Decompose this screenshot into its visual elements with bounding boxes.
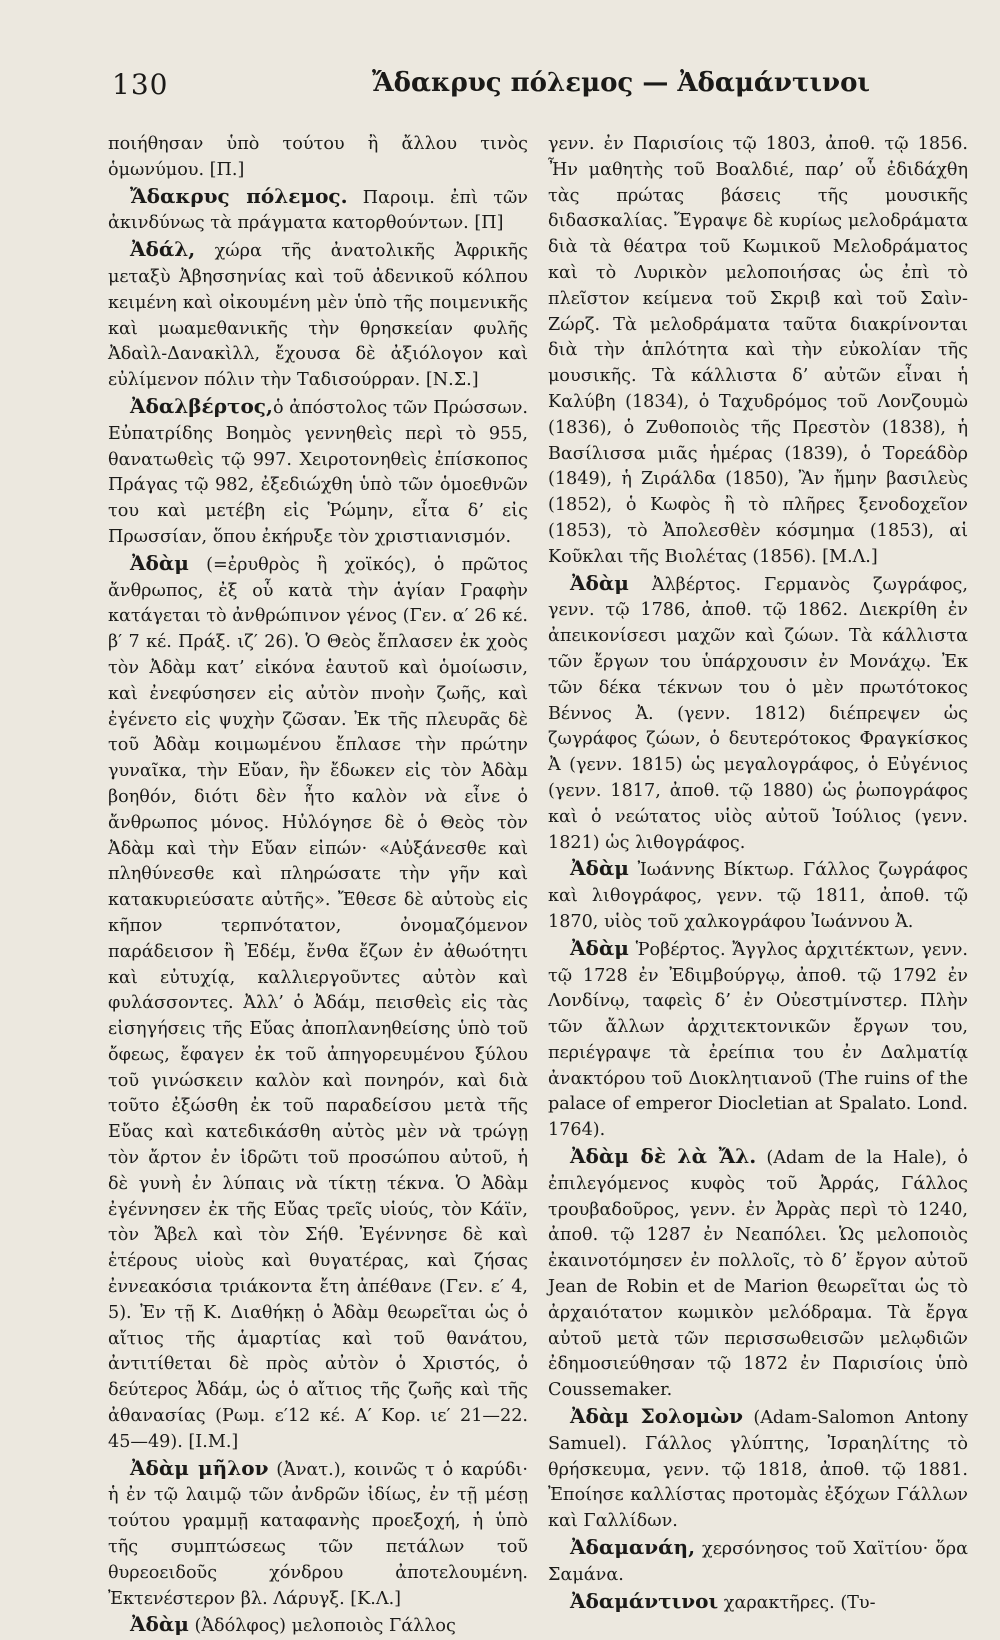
entry-text: χερσόνησος τοῦ Χαϊτίου· ὅρα Σαμάνα. xyxy=(548,1539,968,1585)
entry xyxy=(548,1404,968,1535)
entry xyxy=(108,394,528,551)
entry-text: χαρακτῆρες. (Τυ- xyxy=(718,1592,876,1613)
entry-headword: Ἀδὰμ xyxy=(130,550,189,575)
entry-headword: Ἀδὰμ Σολομὼν xyxy=(570,1404,744,1429)
running-title: Ἄδακρυς πόλεμος — Ἀδαμάντινοι xyxy=(371,68,871,98)
entry xyxy=(548,1589,968,1617)
entry-text: Παροιμ. ἐπὶ τῶν ἀκινδύνως τὰ πράγματα κατορθούντων. [Π] xyxy=(108,187,528,234)
entry-headword: Ἄδακρυς πόλεμος. xyxy=(130,183,348,208)
entry-headword: Ἀδάλ, xyxy=(130,237,196,262)
right-column xyxy=(548,130,968,1616)
entry xyxy=(548,130,968,571)
entry-headword: Ἀδαμανάη, xyxy=(570,1535,696,1560)
entry-headword: Ἀδὰμ xyxy=(130,1612,189,1637)
entry xyxy=(108,1612,528,1640)
entry-text: γενν. ἐν Παρισίοις τῷ 1803, ἀποθ. τῷ 1856. Ἦν μαθητὴς τοῦ Βοαλδιέ, παρ’ οὗ ἐδιδάχθη τὰς πρώτας βάσεις τῆς μουσικῆς διδασκαλίας. Ἔγραψε δὲ κυρίως μελοδράματα διὰ τὰ θέατρα τοῦ Κωμικοῦ Μελοδράματος καὶ τὸ Λυρικὸν μελοποιήσας ὡς ἐπὶ τὸ πλεῖστον κείμενα τοῦ Σκριβ καὶ τοῦ Σαὶν-Ζώρζ. Τὰ μελοδράματα ταῦτα διακρίνονται διὰ τὴν ἁπλότητα καὶ τὴν εὐκολίαν τῆς μουσικῆς. Τὰ κάλλιστα δ’ αὐτῶν εἶναι ἡ Καλύβη (1834), ὁ Ταχυδρόμος τοῦ Λονζουμὼ (1836), ὁ Ζυθοποιὸς τῆς Πρεστὸν (1838), ἡ Βασίλισσα μιᾶς ἡμέρας (1839), ὁ Τορεάδὸρ (1849), ἡ Ζιράλδα (1850), Ἂν ἤμην βασιλεὺς (1852), ὁ Κωφὸς ἢ τὸ πλῆρες ξενοδοχεῖον (1853), τὸ Ἀπολεσθὲν κόσμημα (1853), αἱ Κοῦκλαι τῆς Βιολέτας (1856). [Μ.Λ.] xyxy=(548,134,968,567)
entry-headword: Ἀδὰμ δὲ λὰ Ἄλ. xyxy=(570,1144,757,1169)
entry-text: Ἀλβέρτος. Γερμανὸς ζωγράφος, γενν. τῷ 1786, ἀποθ. τῷ 1862. Διεκρίθη ἐν ἀπεικονίσεσι μαχῶν καὶ ζώων. Τὰ κάλλιστα τῶν ἔργων του ὑπάρχουσιν ἐν Μονάχῳ. Ἐκ τῶν δέκα τέκνων του ὁ μὲν πρωτότοκος Βέννος Ἀ. (γενν. 1812) διέπρεψεν ὡς ζωγράφος ζώων, ὁ δευτερότοκος Φραγκίσκος Ἀ (γενν. 1815) ὡς μεγαλογράφος, ὁ Εὐγένιος (γενν. 1817, ἀποθ. τῷ 1880) ὡς ῥωπογράφος καὶ ὁ νεώτατος υἱὸς αὐτοῦ Ἰούλιος (γενν. 1821) ὡς λιθογράφος. xyxy=(548,574,968,853)
entry-text: (Adam-Salomon Antony Samuel). Γάλλος γλύπτης, Ἰσραηλίτης τὸ θρήσκευμα, γενν. τῷ 1818, ἀποθ. τῷ 1881. Ἐποίησε καλλίστας προτομὰς ἐξόχων Γάλλων καὶ Γαλλίδων. xyxy=(548,1408,968,1532)
entry-headword: Ἀδαμάντινοι xyxy=(570,1588,719,1613)
entry xyxy=(548,1144,968,1404)
entry xyxy=(548,571,968,857)
entry xyxy=(108,551,528,1456)
entry xyxy=(108,1456,528,1613)
entry xyxy=(108,130,528,184)
entry-text: Ῥοβέρτος. Ἄγγλος ἀρχιτέκτων, γενν. τῷ 1728 ἐν Ἐδιμβούργῳ, ἀποθ. τῷ 1792 ἐν Λονδίνῳ, ταφεὶς δ’ ἐν Οὐεστμίνστερ. Πλὴν τῶν ἄλλων ἀρχιτεκτονικῶν ἔργων του, περιέγραψε τὰ ἐρείπια του ἐν Δαλματίᾳ ἀνακτόρου τοῦ Διοκλητιανοῦ (The ruins of the palace of emperor Diocletian at Spalato. Lond. 1764). xyxy=(548,939,968,1141)
entry-text: χώρα τῆς ἀνατολικῆς Ἀφρικῆς μεταξὺ Ἀβησσηνίας καὶ τοῦ ἀδενικοῦ κόλπου κειμένη καὶ οἰκουμένη μὲν ὑπὸ τῆς ποιμενικῆς καὶ μωαμεθανικῆς τὴν θρησκείαν φυλῆς Ἀδαὶλ-Δανακὶλλ, ἔχουσα δὲ ἀξιόλογον καὶ εὐλίμενον πόλιν τὴν Ταδισούρραν. [Ν.Σ.] xyxy=(108,241,528,391)
entry-headword: Ἀδὰμ xyxy=(570,935,629,960)
entry-text: (Ἀδόλφος) μελοποιὸς Γάλλος xyxy=(188,1616,456,1637)
entry xyxy=(548,936,968,1144)
entry-headword: Ἀδὰμ xyxy=(570,856,629,881)
entry-text: (=ἐρυθρὸς ἢ χοϊκός), ὁ πρῶτος ἄνθρωπος, ἐξ οὗ κατὰ τὴν ἁγίαν Γραφὴν κατάγεται τὸ ἀνθρώπινον γένος (Γεν. α′ 26 κέ. β′ 7 κέ. Πράξ. ιζ′ 26). Ὁ Θεὸς ἔπλασεν ἐκ χοὸς τὸν Ἀδὰμ κατ’ εἰκόνα ἑαυτοῦ καὶ ὁμοίωσιν, καὶ ἐνεφύσησεν εἰς αὐτὸν πνοὴν ζωῆς, καὶ ἐγένετο εἰς ψυχὴν ζῶσαν. Ἐκ τῆς πλευρᾶς δὲ τοῦ Ἀδὰμ κοιμωμένου ἔπλασε τὴν πρώτην γυναῖκα, τὴν Εὔαν, ἣν ἔδωκεν εἰς τὸν Ἀδὰμ βοηθόν, διότι δὲν ἦτο καλὸν νὰ εἶνε ὁ ἄνθρωπος μόνος. Ηὐλόγησε δὲ ὁ Θεὸς τὸν Ἀδὰμ καὶ τὴν Εὔαν εἰπών· «Αὐξάνεσθε καὶ πληθύνεσθε καὶ πληρώσατε τὴν γῆν καὶ κατακυριεύσατε αὐτῆς». Ἔθεσε δὲ αὐτοὺς εἰς κῆπον τερπνότατον, ὀνομαζόμενον παράδεισον ἢ Ἐδέμ, ἔνθα ἔζων ἐν ἀθωότητι καὶ εὐτυχίᾳ, καλλιεργοῦντες αὐτὸν καὶ φυλάσσοντες. Ἀλλ’ ὁ Ἀδάμ, πεισθεὶς εἰς τὰς εἰσηγήσεις τῆς Εὔας ἀποπλανηθείσης ὑπὸ τοῦ ὄφεως, ἔφαγεν ἐκ τοῦ ἀπηγορευμένου ξύλου τοῦ γινώσκειν καλὸν καὶ πονηρόν, καὶ διὰ τοῦτο ἐξώσθη ἐκ τοῦ παραδείσου μετὰ τῆς Εὔας καὶ κατεδικάσθη αὐτὸς μὲν νὰ τρώγῃ τὸν ἄρτον ἐν ἱδρῶτι τοῦ προσώπου αὐτοῦ, ἡ δὲ γυνὴ ἐν λύπαις νὰ τίκτῃ τέκνα. Ὁ Ἀδὰμ ἐγέννησεν ἐκ τῆς Εὔας τρεῖς υἱούς, τὸν Κάϊν, τὸν Ἄβελ καὶ τὸν Σήθ. Ἐγέννησε δὲ καὶ ἑτέρους υἱοὺς καὶ θυγατέρας, καὶ ζήσας ἐννεακόσια τριάκοντα ἔτη ἀπέθανε (Γεν. ε′ 4, 5). Ἐν τῇ Κ. Διαθήκῃ ὁ Ἀδὰμ θεωρεῖται ὡς ὁ αἴτιος τῆς ἁμαρτίας καὶ τοῦ θανάτου, ἀντιτίθεται δὲ πρὸς αὐτὸν ὁ Χριστός, ὁ δεύτερος Ἀδάμ, ὡς ὁ αἴτιος τῆς ζωῆς καὶ τῆς ἀθανασίας (Ρωμ. ε′12 κέ. Α′ Κορ. ιε′ 21—22. 45—49). [Ι.Μ.] xyxy=(108,554,528,1452)
entry-headword: Ἀδαλβέρτος, xyxy=(130,393,273,418)
page-header xyxy=(112,68,950,112)
page-number: 130 xyxy=(112,68,169,101)
entry xyxy=(548,856,968,935)
left-column xyxy=(108,130,528,1640)
entry-headword: Ἀδὰμ μῆλον xyxy=(130,1455,269,1480)
entry xyxy=(108,237,528,394)
entry-text: ὁ ἀπόστολος τῶν Πρώσσων. Εὐπατρίδης Βοημὸς γεννηθεὶς περὶ τὸ 955, θανατωθεὶς τῷ 997. Χειροτονηθεὶς ἐπίσκοπος Πράγας τῷ 982, ἐξεδιώχθη ὑπὸ τῶν ὁμοεθνῶν του καὶ μετέβη εἰς Ῥώμην, εἶτα δ’ εἰς Πρωσσίαν, ὅπου ἐκήρυξε τὸν χριστιανισμόν. xyxy=(108,397,528,547)
entry-text: (Adam de la Hale), ὁ ἐπιλεγόμενος κυφὸς τοῦ Ἀρράς, Γάλλος τρουβαδοῦρος, γενν. ἐν Ἀρρὰς περὶ τὸ 1240, ἀποθ. τῷ 1287 ἐν Νεαπόλει. Ὡς μελοποιὸς ἐκαινοτόμησεν ἐν πολλοῖς, τὸ δ’ ἔργον αὐτοῦ Jean de Robin et de Marion θεωρεῖται ὡς τὸ ἀρχαιότατον κωμικὸν μελόδραμα. Τὰ ἔργα αὐτοῦ μετὰ τῶν περισσωθεισῶν μελῳδιῶν ἐδημοσιεύθησαν τῷ 1872 ἐν Παρισίοις ὑπὸ Coussemaker. xyxy=(548,1148,968,1401)
entry-text: ποιήθησαν ὑπὸ τούτου ἢ ἄλλου τινὸς ὁμωνύμου. [Π.] xyxy=(108,134,528,180)
entry-headword: Ἀδὰμ xyxy=(570,570,629,595)
entry xyxy=(108,184,528,238)
entry xyxy=(548,1535,968,1589)
entry-text: Ἰωάννης Βίκτωρ. Γάλλος ζωγράφος καὶ λιθογράφος, γενν. τῷ 1811, ἀποθ. τῷ 1870, υἱὸς τοῦ χαλκογράφου Ἰωάννου Ἀ. xyxy=(548,860,968,932)
entry-text: (Ἀνατ.), κοινῶς τ ὁ καρύδι· ἡ ἐν τῷ λαιμῷ τῶν ἀνδρῶν ἰδίως, ἐν τῇ μέσῃ τούτου γραμμῇ καταφανὴς προεξοχή, ἡ ὑπὸ τῆς συμπτώσεως τῶν πετάλων τοῦ θυρεοειδοῦς χόνδρου ἀποτελουμένη. Ἐκτενέστερον βλ. Λάρυγξ. [Κ.Λ.] xyxy=(108,1459,528,1609)
